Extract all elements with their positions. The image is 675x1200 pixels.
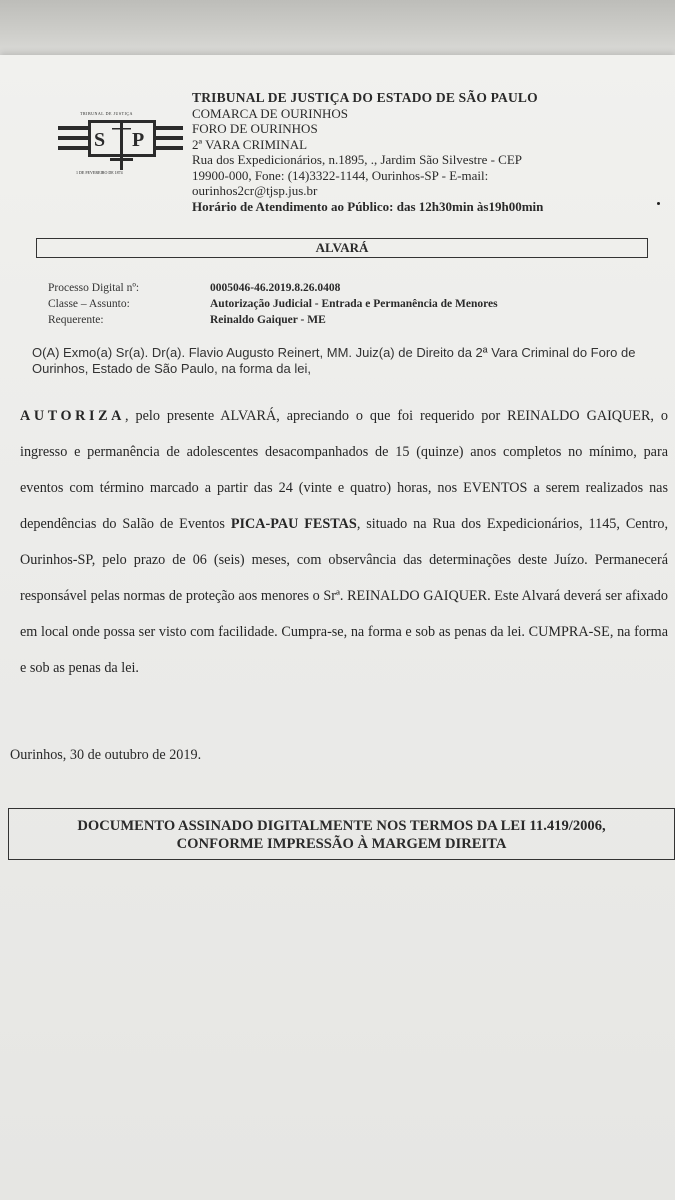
background-surface	[0, 0, 675, 58]
court-header	[192, 90, 662, 214]
district: COMARCA DE OURINHOS	[192, 105, 349, 121]
signature-notice-line-1: DOCUMENTO ASSINADO DIGITALMENTE NOS TERMOS DA LEI 11.419/2006,	[77, 818, 606, 834]
court-division: 2ª VARA CRIMINAL	[192, 136, 308, 152]
address-line-1: Rua dos Expedicionários, n.1895, ., Jardim São Silvestre - CEP	[192, 152, 523, 167]
meta-label: Processo Digital nº:	[48, 282, 140, 294]
forum: FORO DE OURINHOS	[192, 121, 318, 136]
venue-name: PICA-PAU FESTAS	[230, 516, 357, 532]
meta-value: Reinaldo Gaiquer - ME	[210, 314, 326, 326]
address-line-2: 19900-000, Fone: (14)3322-1144, Ourinhos-SP - E-mail:	[192, 167, 489, 183]
logo-top-caption: TRIBUNAL DE JUSTIÇA	[80, 111, 133, 116]
authorization-paragraph	[20, 398, 668, 686]
email: ourinhos2cr@tjsp.jus.br	[192, 183, 318, 198]
meta-value: Autorização Judicial - Entrada e Permanência de Menores	[210, 298, 498, 310]
meta-row-class	[48, 296, 498, 312]
ink-dot	[657, 202, 660, 205]
logo-letter-s: S	[94, 129, 106, 151]
logo-bottom-caption: 1 DE FEVEREIRO DE 1874	[76, 170, 123, 175]
meta-value: 0005046-46.2019.8.26.0408	[210, 282, 341, 294]
tjsp-emblem-icon	[58, 106, 183, 178]
tjsp-logo	[58, 106, 183, 178]
autoriza-keyword: AUTORIZA	[20, 408, 126, 424]
case-metadata	[48, 280, 498, 328]
body-text-part-2: , situado na Rua dos Expedicionários, 1145, Centro, Ourinhos-SP, pelo prazo de 06 (seis) meses, com observância das determinações deste Juízo. Permanecerá responsável pelas normas de proteção aos menores o Srª. REINALDO GAIQUER. Este Alvará deverá ser afixado em local onde possa ser visto com facilidade. Cumpra-se, na forma e sob as penas da lei. CUMPRA-SE, na forma e sob as penas da lei.	[20, 516, 669, 676]
meta-label: Requerente:	[48, 314, 104, 326]
meta-label: Classe – Assunto:	[48, 298, 130, 310]
meta-row-process	[48, 280, 498, 296]
logo-letter-p: P	[132, 129, 145, 151]
document-title: ALVARÁ	[36, 238, 648, 258]
document-date: Ourinhos, 30 de outubro de 2019.	[10, 747, 202, 763]
intro-paragraph: O(A) Exmo(a) Sr(a). Dr(a). Flavio Augusto Reinert, MM. Juiz(a) de Direito da 2ª Vara Criminal do Foro de Ourinhos, Estado de São Paulo, na forma da lei,	[32, 345, 636, 376]
meta-row-applicant	[48, 312, 498, 328]
body-text-part-1: , pelo presente ALVARÁ, apreciando o que foi requerido por REINALDO GAIQUER, o ingresso e permanência de adolescentes desacompanhados de 15 (quinze) anos completos no mínimo, para eventos com término marcado a partir das 24 (vinte e quatro) horas, nos EVENTOS a serem realizados nas dependências do Salão de Eventos	[20, 408, 668, 532]
opening-hours: Horário de Atendimento ao Público: das 12h30min às19h00min	[192, 198, 544, 214]
court-name: TRIBUNAL DE JUSTIÇA DO ESTADO DE SÃO PAULO	[192, 90, 538, 105]
signature-notice-line-2: CONFORME IMPRESSÃO À MARGEM DIREITA	[176, 836, 507, 852]
digital-signature-notice	[8, 808, 675, 860]
